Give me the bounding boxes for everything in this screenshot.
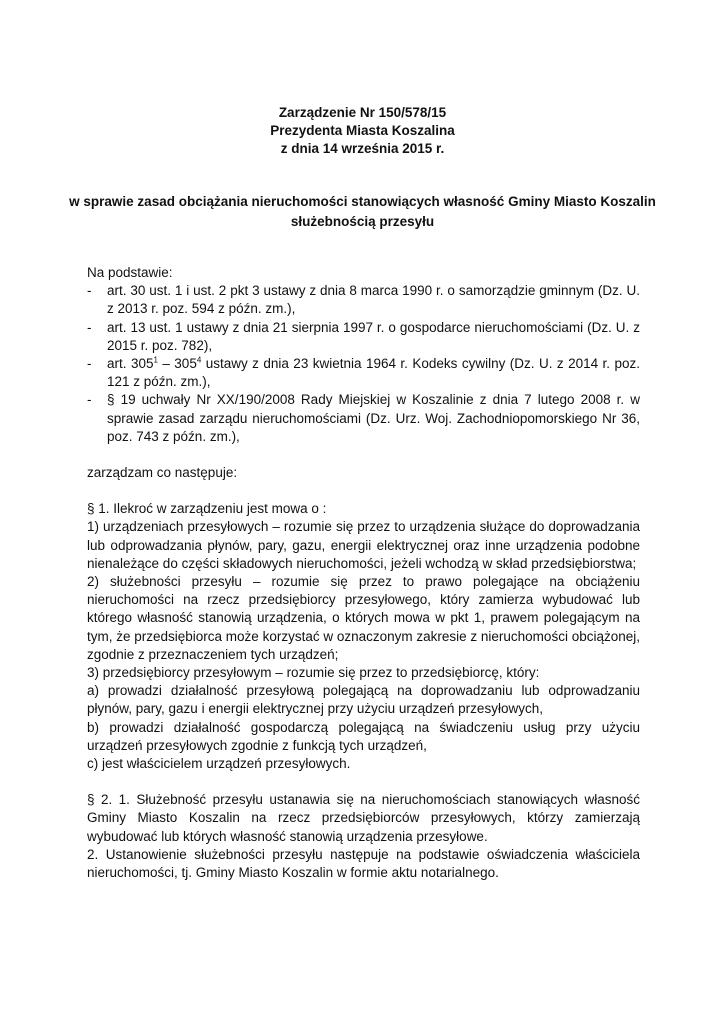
document-body bbox=[87, 264, 640, 882]
subject-line-2: służebnością przesyłu bbox=[290, 214, 435, 229]
section-1-intro: § 1. Ilekroć w zarządzeniu jest mowa o : bbox=[87, 501, 327, 517]
superscript: 1 bbox=[153, 355, 158, 365]
order-number: Zarządzenie Nr 150/578/15 bbox=[278, 105, 447, 120]
subject-line-1: w sprawie zasad obciążania nieruchomości stanowiących własność Gminy Miasto Koszalin bbox=[69, 194, 656, 209]
basis-item-text: art. 30 ust. 1 i ust. 2 pkt 3 ustawy z dnia 8 marca 1990 r. o samorządzie gminnym (Dz. U. z 2013 r. poz. 594 z późn. zm.), bbox=[107, 283, 640, 317]
section-1-paragraph: 3) przedsiębiorcy przesyłowym – rozumie się przez to przedsiębiorcę, który: bbox=[87, 665, 540, 681]
document-header bbox=[0, 104, 725, 158]
basis-item-part: ustawy z dnia 23 kwietnia 1964 r. Kodeks cywilny (Dz. U. z 2014 r. poz. 121 z późn. zm.), bbox=[107, 356, 640, 390]
list-dash: - bbox=[87, 319, 92, 335]
decree-statement: zarządzam co następuje: bbox=[87, 465, 238, 481]
basis-item-part: – 305 bbox=[157, 356, 197, 372]
list-dash: - bbox=[87, 356, 92, 372]
basis-item-text: § 19 uchwały Nr XX/190/2008 Rady Miejskiej w Koszalinie z dnia 7 lutego 2008 r. w sprawie zasad zarządu nieruchomościami (Dz. Urz. Woj. Zachodniopomorskiego Nr 36, poz. 743 z późn. zm.), bbox=[107, 392, 640, 444]
section-1-paragraph: c) jest właścicielem urządzeń przesyłowych. bbox=[87, 756, 351, 772]
section-1-paragraph: 1) urządzeniach przesyłowych – rozumie się przez to urządzenia służące do doprowadzania lub odprowadzania płynów, pary, gazu, energii elektrycznej oraz inne urządzenia podobne nienależące do części składowych nieruchomości, jeżeli wchodzą w skład przedsiębiorstwa; bbox=[87, 519, 640, 571]
basis-intro: Na podstawie: bbox=[87, 265, 173, 280]
list-dash: - bbox=[87, 392, 92, 408]
list-dash: - bbox=[87, 283, 92, 299]
order-date: z dnia 14 września 2015 r. bbox=[280, 141, 445, 156]
basis-item bbox=[87, 282, 640, 318]
section-1-paragraph: 2) służebności przesyłu – rozumie się przez to prawo polegające na obciążeniu nieruchomości na rzecz przedsiębiorcy przesyłowego, który zamierza wybudować lub którego własność stanowią urządzenia, o których mowa w pkt 1, prawem polegającym na tym, że przedsiębiorca może korzystać w oznaczonym zakresie z nieruchomości obciążonej, zgodnie z przeznaczeniem tych urządzeń; bbox=[87, 574, 640, 662]
basis-item-text bbox=[107, 356, 640, 389]
section-2-paragraph-2: 2. Ustanowienie służebności przesyłu następuje na podstawie oświadczenia właściciela nieruchomości, tj. Gminy Miasto Koszalin w formie aktu notarialnego. bbox=[87, 846, 640, 881]
section-1-paragraph: a) prowadzi działalność przesyłową polegającą na doprowadzaniu lub odprowadzaniu płynów, pary, gazu i energii elektrycznej przy użyciu urządzeń przesyłowych, bbox=[87, 683, 640, 717]
issuer: Prezydenta Miasta Koszalina bbox=[270, 123, 455, 138]
document-subject bbox=[60, 192, 665, 232]
superscript: 4 bbox=[196, 355, 202, 365]
basis-item bbox=[87, 391, 640, 446]
basis-item bbox=[87, 355, 640, 391]
section-2-paragraph-1: § 2. 1. Służebność przesyłu ustanawia się na nieruchomościach stanowiących własność Gminy Miasto Koszalin na rzecz przedsiębiorców przesyłowych, którzy zamierzają wybudować lub których własność stanowią urządzenia przesyłowe. bbox=[87, 792, 640, 844]
basis-item-part: art. 305 bbox=[107, 356, 154, 372]
basis-item-text: art. 13 ust. 1 ustawy z dnia 21 sierpnia 1997 r. o gospodarce nieruchomościami (Dz. U. z 2015 r. poz. 782), bbox=[107, 319, 640, 353]
section-1-paragraph: b) prowadzi działalność gospodarczą polegającą na świadczeniu usług przy użyciu urządzeń przesyłowych zgodnie z funkcją tych urządzeń, bbox=[87, 719, 640, 753]
basis-item bbox=[87, 319, 640, 355]
